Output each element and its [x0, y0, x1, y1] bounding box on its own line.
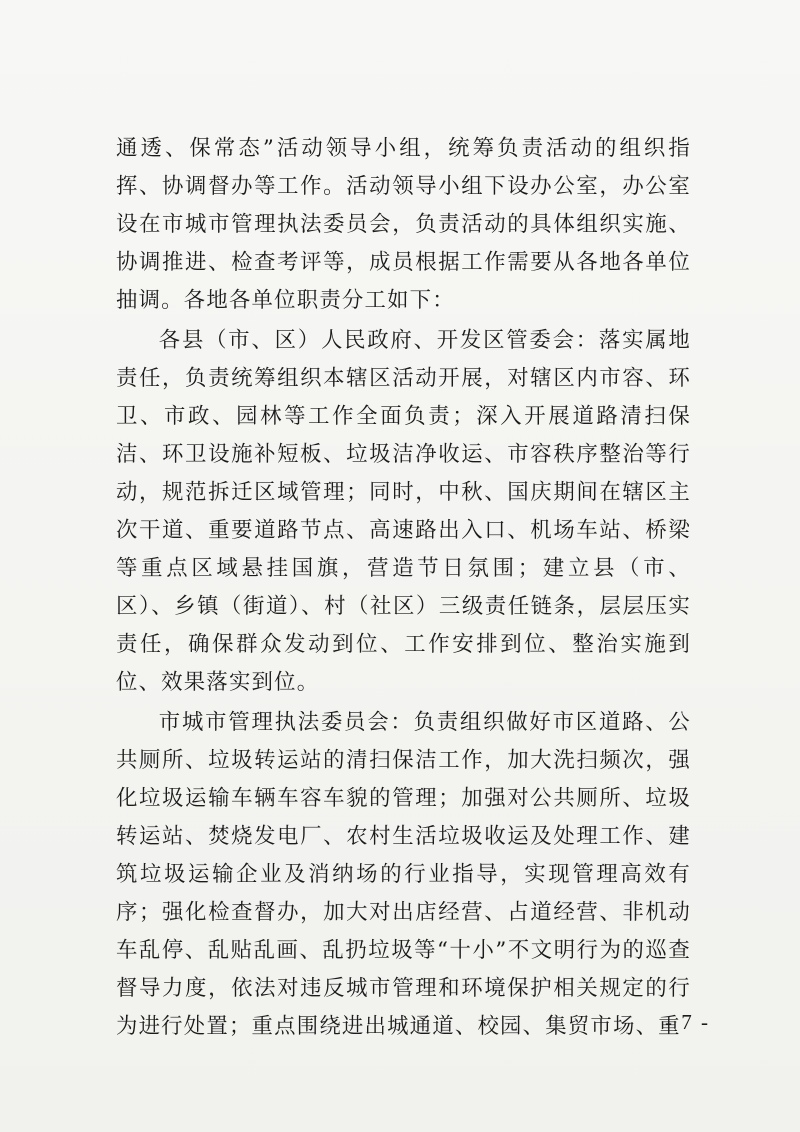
paragraph-city-management-committee: 市城市管理执法委员会：负责组织做好市区道路、公共厕所、垃圾转运站的清扫保洁工作，加大洗扫频次，强化垃圾运输车辆车容车貌的管理；加强对公共厕所、垃圾转运站、焚烧发电厂、农村生活垃圾收运及处理工作、建筑垃圾运输企业及消纳场的行业指导，实现管理高效有序；强化检查督办，加大对出店经营、占道经营、非机动车乱停、乱贴乱画、乱扔垃圾等“十小”不文明行为的巡查督导力度，依法对违反城市管理和环境保护相关规定的行为进行处置；重点围绕进出城通道、校园、集贸市场、重 — [116, 710, 691, 1039]
page-number: - 7 - — [665, 1010, 710, 1034]
paragraph-continuation: 通透、保常态”活动领导小组，统筹负责活动的组织指挥、协调督办等工作。活动领导小组下设办公室，办公室设在市城市管理执法委员会，负责活动的具体组织实施、协调推进、检查考评等，成员根据工作需要从各地各单位抽调。各地各单位职责分工如下： — [116, 136, 691, 313]
paragraph-county-governments: 各县（市、区）人民政府、开发区管委会：落实属地责任，负责统筹组织本辖区活动开展，对辖区内市容、环卫、市政、园林等工作全面负责；深入开展道路清扫保洁、环卫设施补短板、垃圾洁净收运、市容秩序整治等行动，规范拆迁区域管理；同时，中秋、国庆期间在辖区主次干道、重要道路节点、高速路出入口、机场车站、桥梁等重点区域悬挂国旗，营造节日氛围；建立县（市、区）、乡镇（街道）、村（社区）三级责任链条，层层压实责任，确保群众发动到位、工作安排到位、整治实施到位、效果落实到位。 — [116, 328, 691, 695]
document-body — [116, 130, 691, 1046]
